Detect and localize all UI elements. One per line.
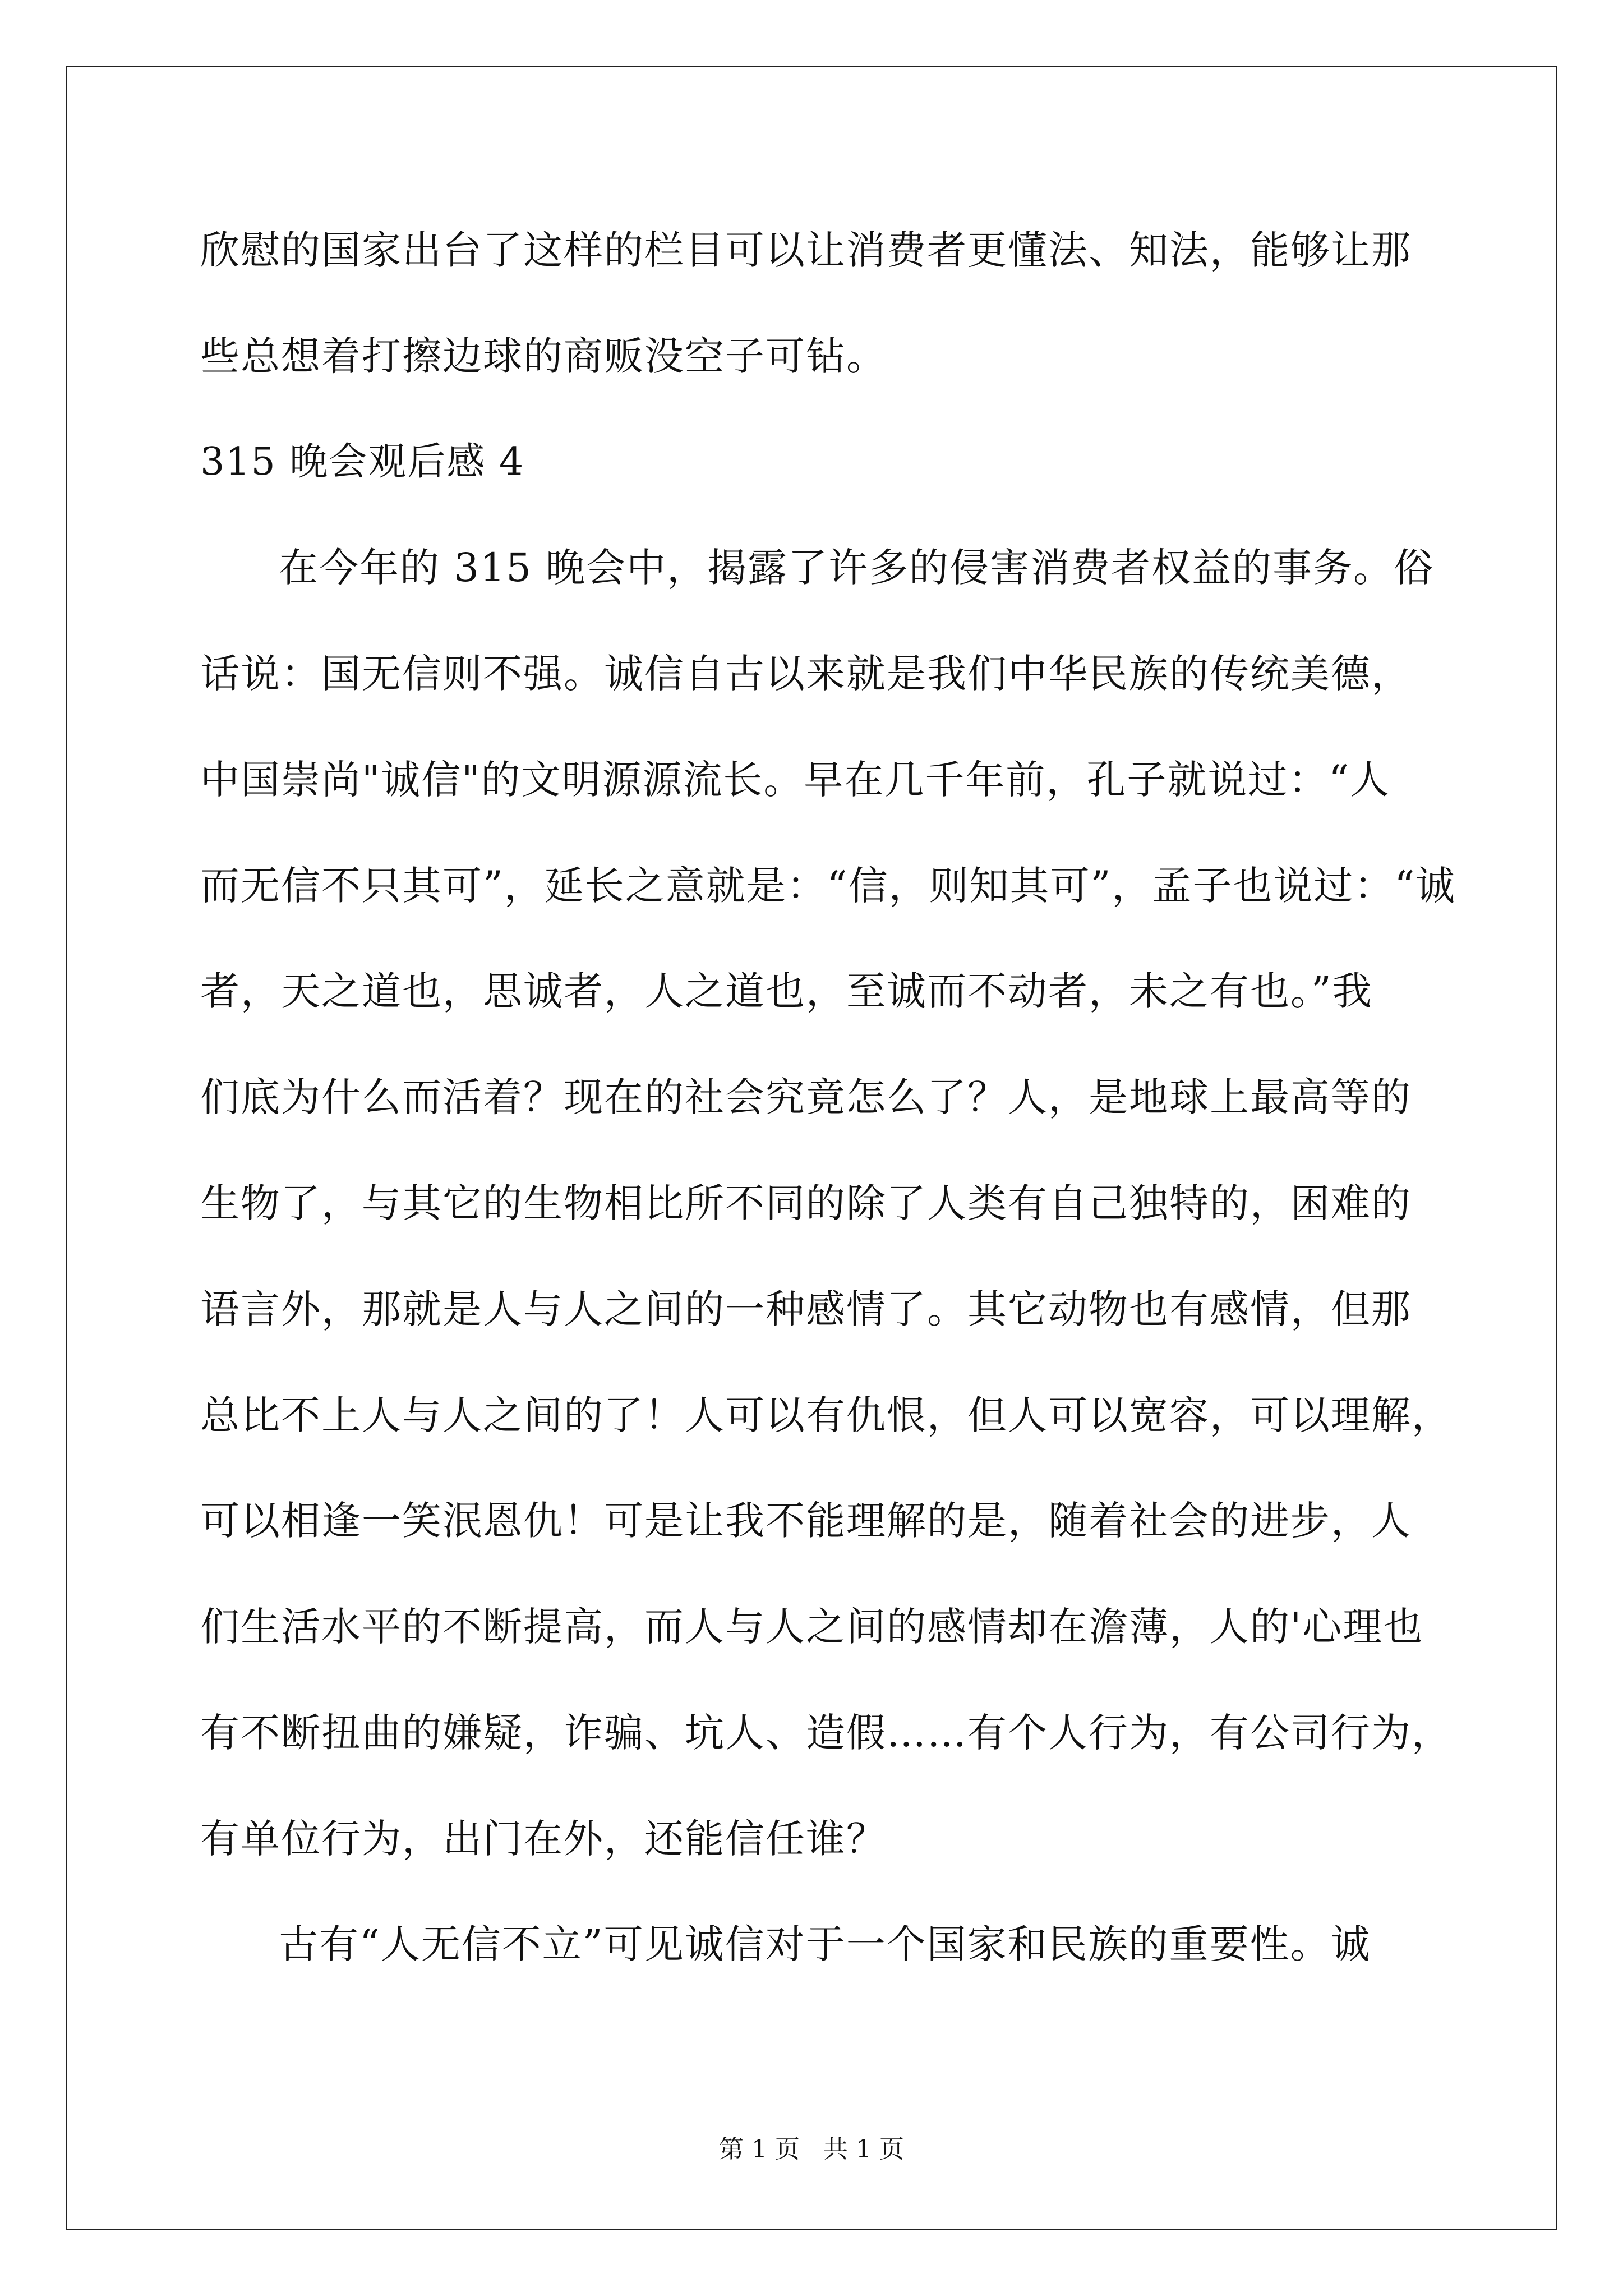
text-line: 可以相逢一笑泯恩仇！可是让我不能理解的是，随着社会的进步，人 — [200, 1498, 1412, 1544]
text-line: 有不断扭曲的嫌疑，诈骗、坑人、造假……有个人行为，有公司行为， — [200, 1710, 1452, 1756]
text-line: 们生活水平的不断提高，而人与人之间的感情却在澹薄，人的'心理也 — [200, 1604, 1424, 1650]
text-line: 中国崇尚"诚信"的文明源源流长。早在几千年前，孔子就说过：“人 — [200, 757, 1391, 803]
text-line: 有单位行为，出门在外，还能信任谁？ — [200, 1816, 887, 1862]
text-line: 欣慰的国家出台了这样的栏目可以让消费者更懂法、知法，能够让那 — [200, 227, 1412, 273]
text-line: 些总想着打擦边球的商贩没空子可钻。 — [200, 333, 887, 379]
text-line: 总比不上人与人之间的了！人可以有仇恨，但人可以宽容，可以理解， — [200, 1392, 1452, 1438]
section-heading: 315 晚会观后感 4 — [200, 440, 525, 484]
text-line: 生物了，与其它的生物相比所不同的除了人类有自己独特的，困难的 — [200, 1180, 1412, 1226]
text-line: 古有“人无信不立”可见诚信对于一个国家和民族的重要性。诚 — [279, 1921, 1371, 1967]
text-line: 而无信不只其可”，延长之意就是：“信，则知其可”，孟子也说过：“诚 — [200, 863, 1456, 909]
text-line: 们底为什么而活着？现在的社会究竟怎么了？人，是地球上最高等的 — [200, 1074, 1412, 1120]
text-line: 话说：国无信则不强。诚信自古以来就是我们中华民族的传统美德， — [200, 651, 1412, 697]
page-border — [66, 66, 1557, 2230]
text-line: 在今年的 315 晚会中，揭露了许多的侵害消费者权益的事务。俗 — [279, 545, 1435, 591]
text-line: 者，天之道也，思诚者，人之道也，至诚而不动者，未之有也。”我 — [200, 968, 1373, 1014]
page-footer: 第 1 页 共 1 页 — [719, 2135, 904, 2164]
text-line: 语言外，那就是人与人之间的一种感情了。其它动物也有感情，但那 — [200, 1286, 1412, 1332]
